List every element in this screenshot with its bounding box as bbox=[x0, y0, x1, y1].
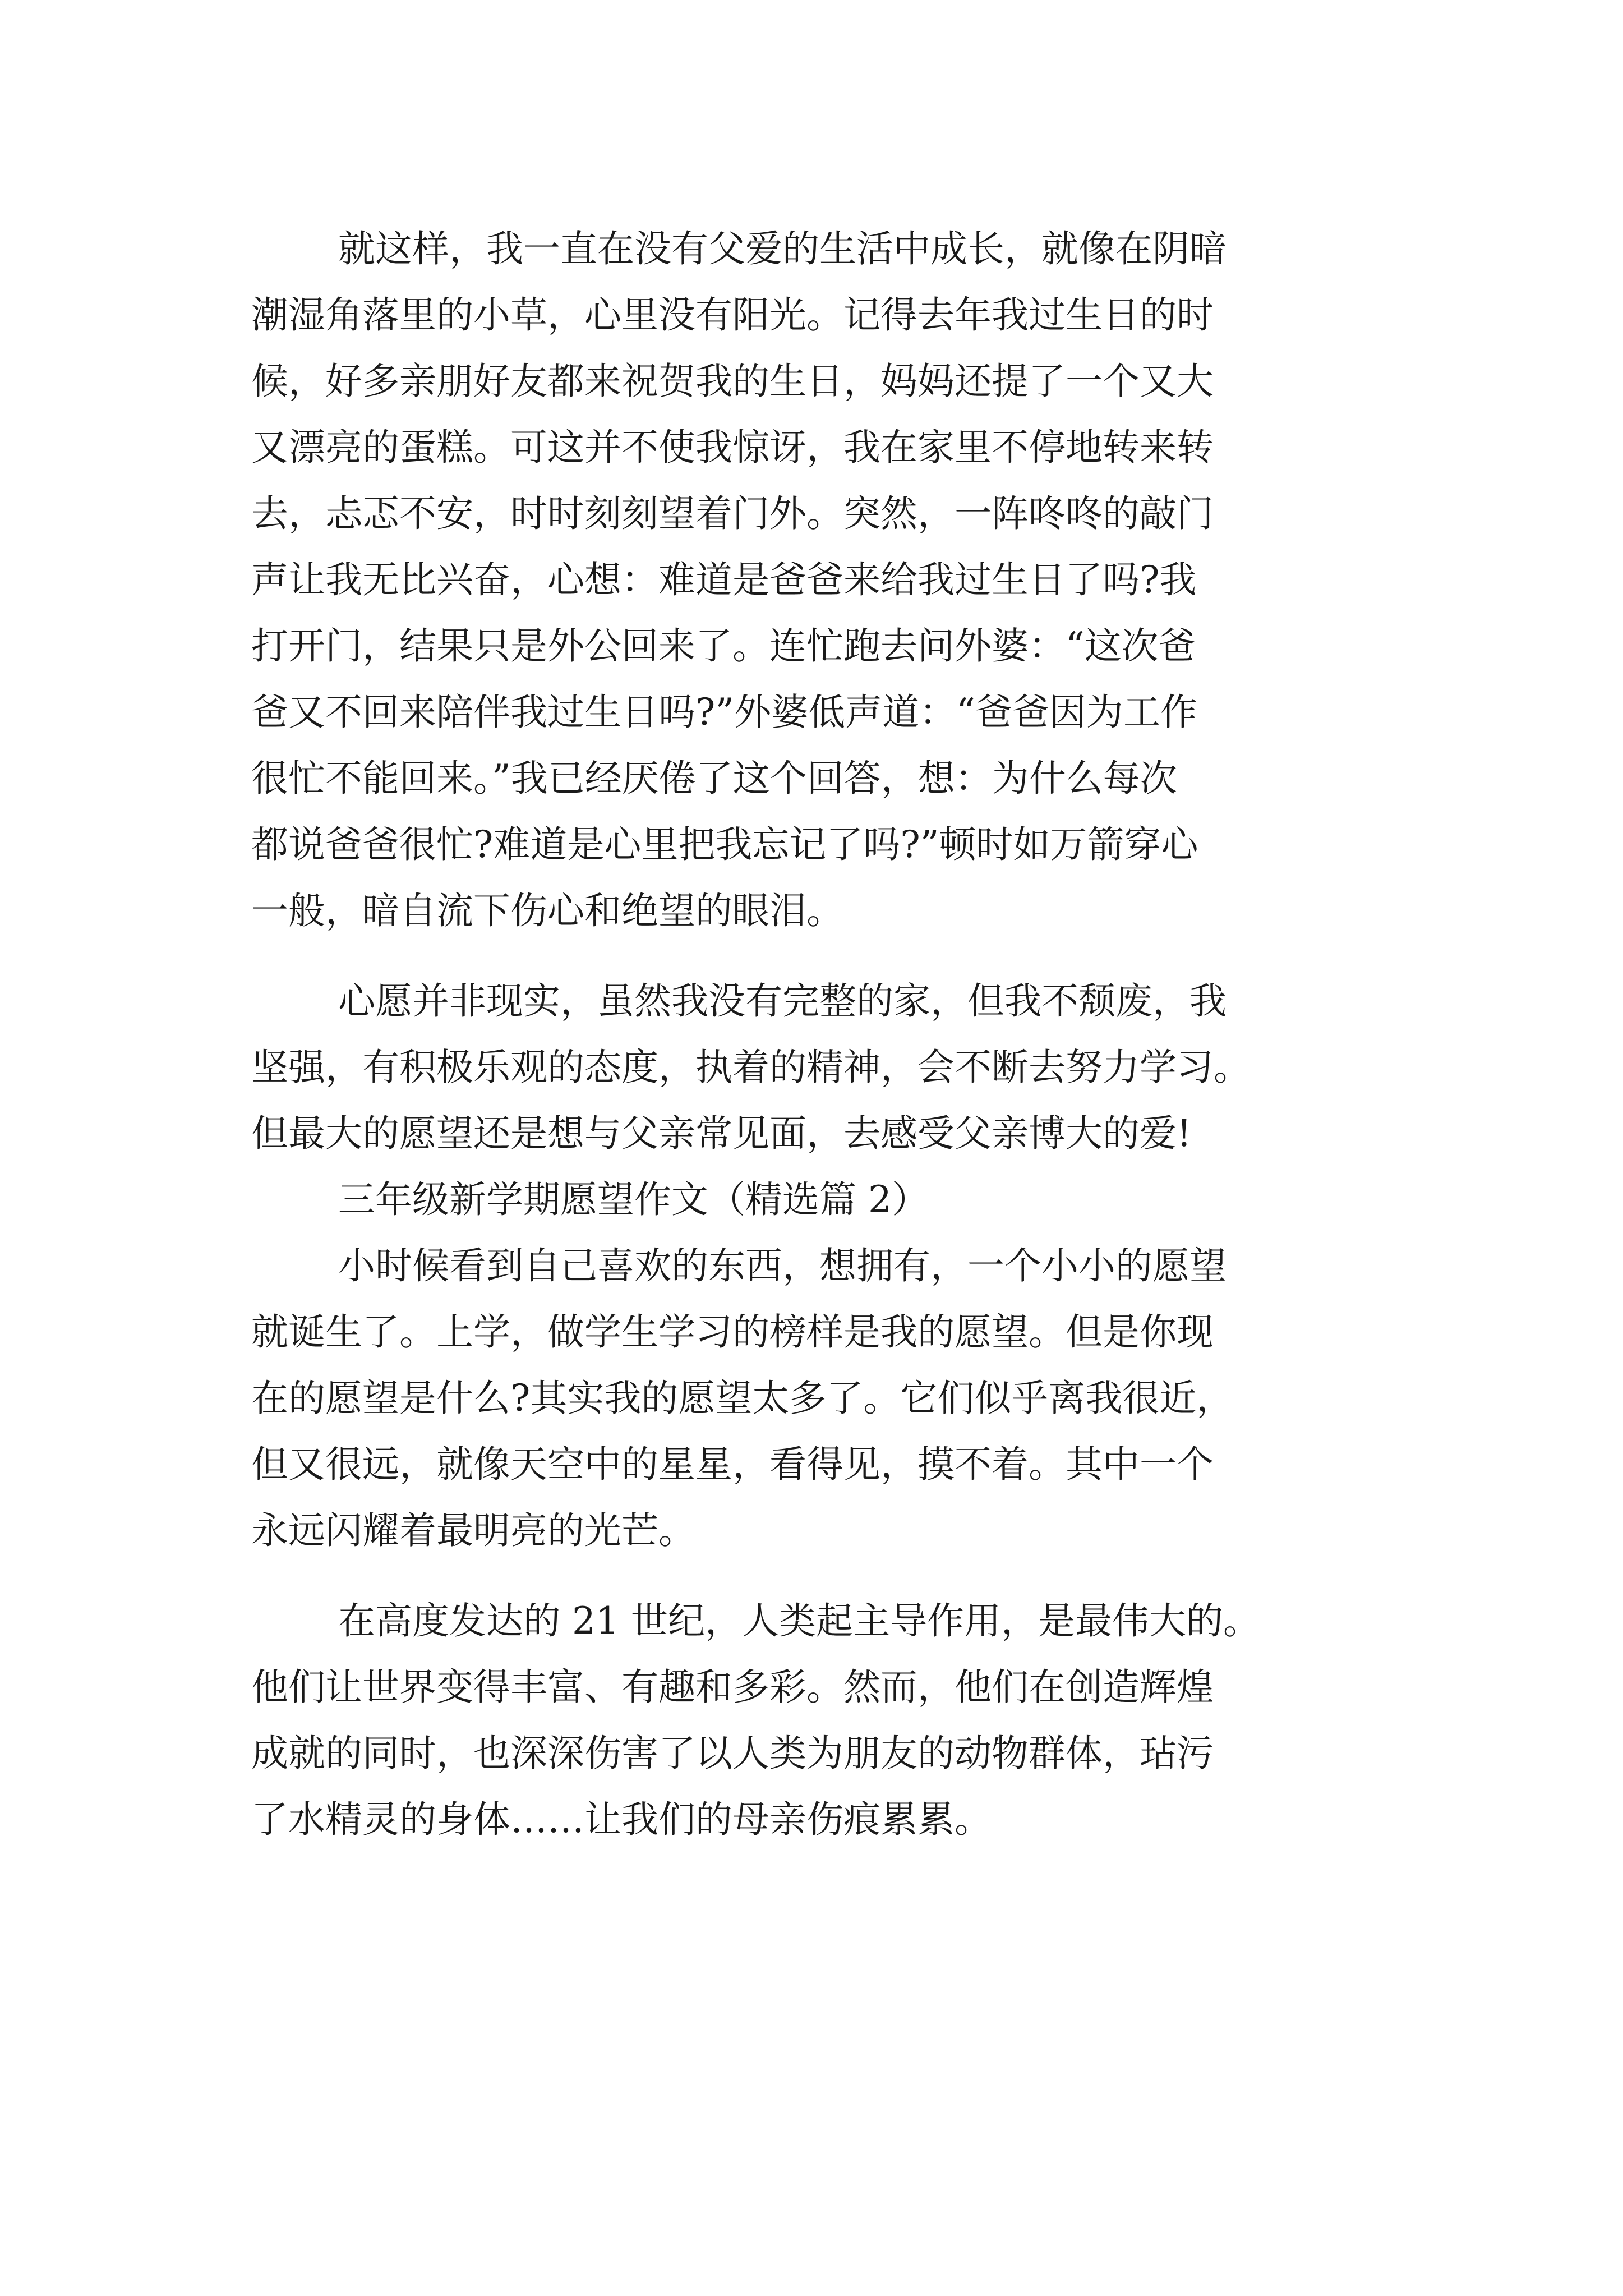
text-line: 心愿并非现实，虽然我没有完整的家，但我不颓废，我 bbox=[338, 979, 1227, 1023]
text-line: 他们让世界变得丰富、有趣和多彩。然而，他们在创造辉煌 bbox=[251, 1665, 1214, 1709]
section-heading: 三年级新学期愿望作文（精选篇 2） bbox=[338, 1178, 929, 1221]
document-body bbox=[251, 216, 1407, 1853]
text-line: 去，忐忑不安，时时刻刻望着门外。突然，一阵咚咚的敲门 bbox=[251, 492, 1214, 535]
text-line: 潮湿角落里的小草，心里没有阳光。记得去年我过生日的时 bbox=[251, 293, 1214, 337]
text-line: 成就的同时，也深深伤害了以人类为朋友的动物群体，玷污 bbox=[251, 1732, 1214, 1775]
text-line: 又漂亮的蛋糕。可这并不使我惊讶，我在家里不停地转来转 bbox=[251, 426, 1214, 469]
text-line: 就诞生了。上学，做学生学习的榜样是我的愿望。但是你现 bbox=[251, 1310, 1214, 1354]
text-line: 但又很远，就像天空中的星星，看得见，摸不着。其中一个 bbox=[251, 1443, 1214, 1486]
text-line: 就这样，我一直在没有父爱的生活中成长，就像在阴暗 bbox=[338, 227, 1227, 270]
text-line: 永远闪耀着最明亮的光芒。 bbox=[251, 1509, 695, 1552]
text-line: 了水精灵的身体……让我们的母亲伤痕累累。 bbox=[251, 1798, 992, 1841]
text-line: 声让我无比兴奋，心想：难道是爸爸来给我过生日了吗?我 bbox=[251, 558, 1197, 601]
text-line: 打开门，结果只是外公回来了。连忙跑去问外婆：“这次爸 bbox=[251, 624, 1196, 668]
text-line: 在高度发达的 21 世纪，人类起主导作用，是最伟大的。 bbox=[338, 1599, 1260, 1642]
text-line: 候，好多亲朋好友都来祝贺我的生日，妈妈还提了一个又大 bbox=[251, 360, 1214, 403]
text-line: 爸又不回来陪伴我过生日吗?”外婆低声道：“爸爸因为工作 bbox=[251, 691, 1197, 734]
text-line: 很忙不能回来。”我已经厌倦了这个回答，想：为什么每次 bbox=[251, 757, 1177, 800]
text-line: 在的愿望是什么?其实我的愿望太多了。它们似乎离我很近， bbox=[251, 1377, 1234, 1420]
text-line: 但最大的愿望还是想与父亲常见面，去感受父亲博大的爱! bbox=[251, 1112, 1192, 1155]
text-line: 坚强，有积极乐观的态度，执着的精神，会不断去努力学习。 bbox=[251, 1046, 1251, 1089]
text-line: 一般，暗自流下伤心和绝望的眼泪。 bbox=[251, 889, 843, 932]
text-line: 都说爸爸很忙?难道是心里把我忘记了吗?”顿时如万箭穿心 bbox=[251, 823, 1198, 866]
text-line: 小时候看到自己喜欢的东西，想拥有，一个小小的愿望 bbox=[338, 1244, 1227, 1287]
